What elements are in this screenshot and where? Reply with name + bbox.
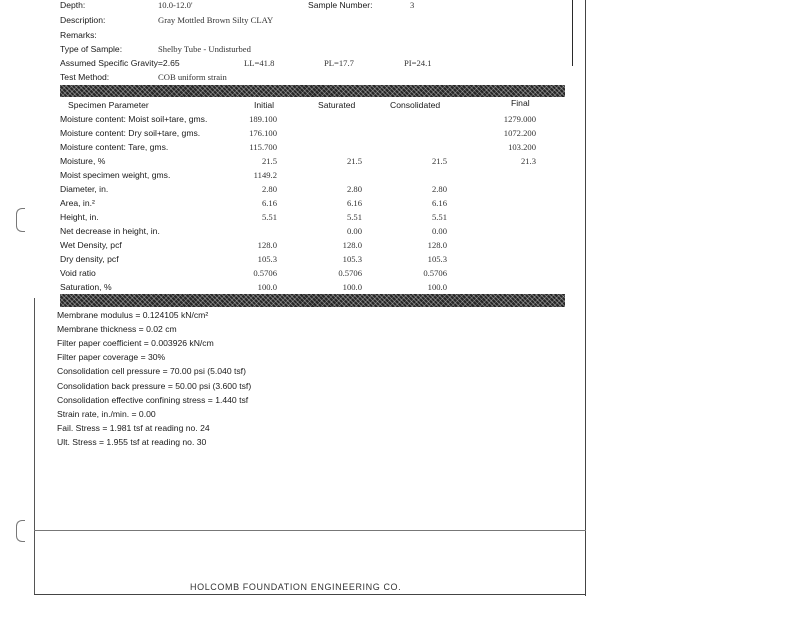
col-header-initial: Initial	[254, 100, 275, 110]
cell-consolidated: 0.00	[431, 226, 447, 236]
cell-saturated: 0.5706	[338, 268, 362, 278]
table-footer-band	[60, 294, 565, 307]
col-header-parameter: Specimen Parameter	[68, 100, 149, 110]
row-label: Moisture content: Dry soil+tare, gms.	[60, 128, 201, 138]
cell-final: 1279.000	[503, 114, 536, 124]
cell-initial: 21.5	[261, 156, 277, 166]
right-border-line	[585, 0, 586, 596]
row-label: Saturation, %	[60, 282, 112, 292]
col-header-saturated: Saturated	[318, 100, 356, 110]
cell-consolidated: 2.80	[431, 184, 447, 194]
sample-type-label: Type of Sample:	[60, 44, 123, 54]
note-line: Membrane thickness = 0.02 cm	[57, 324, 177, 334]
row-label: Wet Density, pcf	[60, 240, 122, 250]
description-label: Description:	[60, 15, 106, 25]
cell-saturated: 128.0	[342, 240, 362, 250]
cell-consolidated: 5.51	[431, 212, 447, 222]
cell-initial: 0.5706	[253, 268, 277, 278]
row-label: Void ratio	[60, 268, 96, 278]
plastic-limit: PL=17.7	[324, 58, 354, 68]
liquid-limit: LL=41.8	[244, 58, 275, 68]
cell-initial: 128.0	[257, 240, 277, 250]
note-line: Consolidation back pressure = 50.00 psi (3.600 tsf)	[57, 381, 252, 391]
cell-final: 103.200	[508, 142, 536, 152]
row-label: Moist specimen weight, gms.	[60, 170, 171, 180]
note-line: Consolidation cell pressure = 70.00 psi (5.040 tsf)	[57, 366, 246, 376]
table-header-band	[60, 85, 565, 97]
note-line: Consolidation effective confining stress = 1.440 tsf	[57, 395, 249, 405]
col-header-consolidated: Consolidated	[390, 100, 441, 110]
cell-final: 1072.200	[503, 128, 536, 138]
row-label: Area, in.²	[60, 198, 95, 208]
cell-initial: 115.700	[249, 142, 277, 152]
row-label: Diameter, in.	[60, 184, 109, 194]
row-label: Moisture content: Tare, gms.	[60, 142, 169, 152]
cell-consolidated: 128.0	[427, 240, 447, 250]
cell-saturated: 2.80	[346, 184, 362, 194]
punch-hole-mark	[16, 520, 25, 542]
cell-saturated: 0.00	[346, 226, 362, 236]
punch-hole-mark	[16, 208, 25, 232]
cell-initial: 2.80	[261, 184, 277, 194]
specific-gravity: Assumed Specific Gravity=2.65	[60, 58, 180, 68]
cell-consolidated: 21.5	[431, 156, 447, 166]
row-label: Dry density, pcf	[60, 254, 119, 264]
note-line: Membrane modulus = 0.124105 kN/cm²	[57, 310, 209, 320]
company-footer: HOLCOMB FOUNDATION ENGINEERING CO.	[190, 582, 402, 592]
bottom-border-line	[34, 594, 586, 595]
row-label: Net decrease in height, in.	[60, 226, 160, 236]
cell-saturated: 100.0	[342, 282, 362, 292]
plasticity-index: PI=24.1	[404, 58, 432, 68]
cell-saturated: 6.16	[346, 198, 362, 208]
note-line: Filter paper coverage = 30%	[57, 352, 166, 362]
sample-type-value: Shelby Tube - Undisturbed	[158, 44, 251, 54]
remarks-label: Remarks:	[60, 30, 97, 40]
row-label: Moisture content: Moist soil+tare, gms.	[60, 114, 208, 124]
left-border-line	[34, 298, 35, 594]
cell-saturated: 21.5	[346, 156, 362, 166]
cell-initial: 100.0	[257, 282, 277, 292]
cell-consolidated: 6.16	[431, 198, 447, 208]
cell-initial: 6.16	[261, 198, 277, 208]
cell-saturated: 5.51	[346, 212, 362, 222]
note-line: Fail. Stress = 1.981 tsf at reading no. 24	[57, 423, 210, 433]
cell-final: 21.3	[520, 156, 536, 166]
cell-consolidated: 105.3	[427, 254, 447, 264]
sample-number-value: 3	[410, 0, 415, 10]
cell-saturated: 105.3	[342, 254, 362, 264]
cell-initial: 1149.2	[253, 170, 277, 180]
footer-rule	[34, 530, 586, 531]
depth-value: 10.0-12.0'	[158, 0, 193, 10]
cell-consolidated: 0.5706	[423, 268, 447, 278]
sample-number-label: Sample Number:	[308, 0, 373, 10]
test-method-value: COB uniform strain	[158, 72, 227, 82]
note-line: Strain rate, in./min. = 0.00	[57, 409, 156, 419]
description-value: Gray Mottled Brown Silty CLAY	[158, 15, 274, 25]
cell-initial: 189.100	[249, 114, 277, 124]
row-label: Moisture, %	[60, 156, 106, 166]
row-label: Height, in.	[60, 212, 99, 222]
note-line: Filter paper coefficient = 0.003926 kN/cm	[57, 338, 214, 348]
cell-initial: 105.3	[257, 254, 277, 264]
cell-initial: 176.100	[249, 128, 277, 138]
test-method-label: Test Method:	[60, 72, 110, 82]
cell-initial: 5.51	[261, 212, 277, 222]
depth-label: Depth:	[60, 0, 86, 10]
top-border-line	[572, 0, 573, 66]
col-header-final: Final	[511, 98, 530, 108]
cell-consolidated: 100.0	[427, 282, 447, 292]
note-line: Ult. Stress = 1.955 tsf at reading no. 30	[57, 437, 207, 447]
